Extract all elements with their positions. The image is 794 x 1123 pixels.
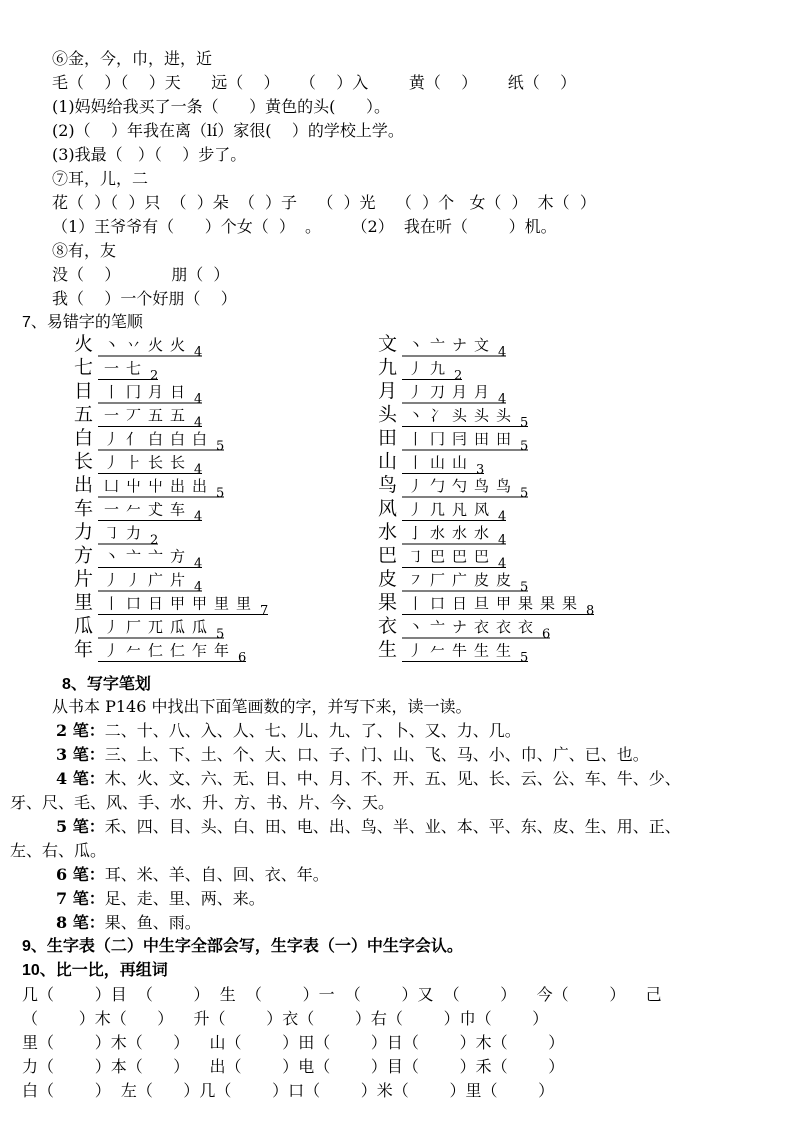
- stroke-step: 果: [562, 594, 578, 613]
- stroke-step: 亻: [126, 430, 142, 448]
- stroke-step: 方: [170, 547, 186, 566]
- stroke-row-label: 6 笔：: [56, 865, 105, 884]
- right-char: 巴: [378, 544, 398, 567]
- stroke-count: 4: [194, 462, 203, 478]
- stroke-step: 田: [496, 430, 512, 448]
- stroke-step: 水: [474, 524, 490, 542]
- right-char: 九: [378, 356, 398, 379]
- stroke-step: 甲: [170, 594, 186, 613]
- stroke-step: 头: [474, 406, 490, 425]
- stroke-step: 山: [452, 453, 468, 472]
- left-char: 日: [74, 380, 94, 402]
- stroke-row-4-cont: 牙、尺、毛、风、手、水、升、方、书、片、今、天。: [10, 793, 395, 812]
- stroke-row-label: 7 笔：: [56, 889, 105, 908]
- stroke-step: 月: [474, 383, 490, 401]
- left-char: 出: [74, 474, 94, 496]
- stroke-step: 水: [430, 524, 446, 542]
- stroke-count: 4: [498, 509, 507, 525]
- compare-row-2: （ ）木（ ） 升（ ）衣（ ）右（ ）巾（ ）: [22, 1009, 549, 1028]
- stroke-step: 鸟: [474, 477, 490, 495]
- group6-heading: ⑥金，今，巾，进，近: [52, 49, 213, 68]
- right-char: 文: [378, 333, 398, 355]
- stroke-row-text: 木、火、文、六、无、日、中、月、不、开、五、见、长、云、公、车、牛、少、: [104, 769, 681, 788]
- stroke-row-text: 禾、四、目、头、白、田、电、出、鸟、半、业、本、平、东、皮、生、用、正、: [104, 817, 681, 836]
- stroke-step: 生: [496, 641, 512, 660]
- stroke-step: 出: [192, 477, 208, 495]
- stroke-step: 片: [170, 571, 186, 589]
- stroke-step: 刀: [430, 383, 446, 401]
- stroke-row-label: 5 笔：: [56, 817, 105, 836]
- stroke-step: 生: [474, 641, 490, 660]
- stroke-row-text: 二、十、八、入、人、七、儿、九、了、卜、又、力、几。: [104, 721, 521, 740]
- stroke-step: 亠: [430, 336, 446, 354]
- stroke-step: 厂: [126, 618, 142, 636]
- stroke-step: 丿: [104, 430, 120, 448]
- stroke-step: 瓜: [170, 618, 186, 636]
- stroke-step: 里: [214, 594, 230, 613]
- stroke-step: ⺊: [126, 453, 142, 472]
- group8-heading: ⑧有，友: [52, 241, 117, 260]
- right-char: 果: [378, 591, 398, 614]
- stroke-step: 旦: [474, 594, 490, 613]
- stroke-row-label: 8 笔：: [56, 913, 105, 932]
- stroke-count: 4: [194, 392, 203, 407]
- stroke-step: 亠: [430, 618, 446, 636]
- left-char: 七: [74, 356, 94, 379]
- stroke-step: 几: [430, 500, 446, 519]
- stroke-step: 月: [452, 383, 468, 401]
- stroke-step: 车: [170, 500, 186, 519]
- left-char: 白: [74, 427, 94, 449]
- stroke-step: 广: [148, 571, 164, 589]
- stroke-step: 火: [148, 336, 164, 354]
- stroke-row-5: [56, 816, 681, 838]
- stroke-count: 2: [150, 533, 159, 548]
- left-char: 五: [74, 403, 94, 426]
- stroke-step: 五: [148, 406, 164, 425]
- stroke-count: 6: [238, 650, 247, 666]
- stroke-step: 日: [452, 594, 468, 613]
- right-char: 鸟: [378, 474, 398, 496]
- stroke-step: 𠂉: [126, 641, 142, 660]
- left-char: 瓜: [74, 615, 94, 637]
- stroke-step: 丶: [408, 336, 424, 354]
- stroke-step: 广: [452, 571, 468, 589]
- stroke-step: 丿: [408, 359, 424, 378]
- stroke-step: 衣: [474, 618, 490, 636]
- compare-row-3: 里（ ）木（ ） 山（ ）田（ ）日（ ）木（ ）: [22, 1033, 565, 1052]
- stroke-count: 5: [520, 486, 529, 501]
- section9-title: 9、生字表（二）中生字全部会写，生字表（一）中生字会认。: [22, 938, 463, 955]
- stroke-step: 山: [430, 453, 446, 472]
- right-char: 风: [378, 497, 398, 520]
- right-char: 衣: [378, 615, 398, 637]
- left-char: 片: [74, 568, 94, 590]
- stroke-step: 丨: [104, 383, 120, 401]
- stroke-step: 勹: [430, 477, 446, 495]
- stroke-step: 丨: [104, 594, 120, 613]
- right-char: 水: [378, 521, 398, 543]
- stroke-step: 出: [170, 477, 186, 495]
- stroke-row-7: [56, 888, 265, 910]
- stroke-step: 长: [148, 453, 164, 472]
- stroke-step: 丶: [104, 547, 120, 566]
- left-char: 年: [74, 638, 94, 661]
- right-char: 皮: [378, 568, 398, 590]
- section7-title: 7、易错字的笔顺: [22, 314, 143, 331]
- stroke-count: 5: [216, 627, 225, 642]
- stroke-count: 5: [216, 486, 225, 501]
- section8-title: 8、写字笔划: [62, 676, 151, 693]
- stroke-step: 月: [148, 383, 164, 401]
- left-char: 火: [74, 333, 94, 355]
- stroke-step: 丿: [126, 571, 142, 589]
- stroke-step: 凡: [452, 500, 468, 519]
- stroke-count: 4: [194, 509, 203, 525]
- stroke-count: 6: [542, 627, 551, 642]
- right-char: 头: [378, 403, 398, 426]
- stroke-step: 兀: [148, 618, 164, 636]
- right-char: 田: [378, 427, 398, 449]
- compare-row-5: 白（ ） 左（ ）几（ ）口（ ）米（ ）里（ ）: [22, 1081, 555, 1100]
- stroke-step: 丿: [104, 571, 120, 589]
- stroke-step: 七: [126, 359, 142, 378]
- stroke-step: 火: [170, 336, 186, 354]
- group7-heading: ⑦耳，儿，二: [52, 169, 149, 188]
- stroke-count: 5: [520, 580, 529, 595]
- stroke-step: 勺: [452, 477, 468, 495]
- stroke-step: 甲: [496, 594, 512, 613]
- stroke-count: 5: [520, 439, 529, 454]
- stroke-step: 乍: [192, 641, 208, 660]
- stroke-step: 丿: [104, 618, 120, 636]
- stroke-count: 4: [194, 580, 203, 595]
- stroke-step: 巴: [474, 547, 490, 566]
- stroke-row-2: [56, 720, 521, 742]
- stroke-step: 鸟: [496, 477, 512, 495]
- right-char: 生: [378, 638, 398, 661]
- stroke-step: 屮: [148, 477, 164, 495]
- stroke-count: 8: [586, 603, 595, 619]
- stroke-step: 丷: [126, 336, 142, 354]
- stroke-row-text: 耳、米、羊、自、回、衣、年。: [104, 865, 329, 884]
- left-char: 里: [74, 591, 94, 614]
- section10-title: 10、比一比，再组词: [22, 962, 168, 979]
- stroke-step: 丨: [408, 594, 424, 613]
- stroke-row-4: [56, 768, 681, 790]
- stroke-row-8: [56, 912, 201, 934]
- stroke-row-text: 三、上、下、土、个、大、口、子、门、山、飞、马、小、巾、广、已、也。: [104, 745, 649, 764]
- group7-fill-row: 花（ ）（ ）只 （ ）朵 （ ）子 （ ）光 （ ）个 女（ ） 木（ ）: [52, 193, 596, 212]
- stroke-step: 头: [452, 406, 468, 425]
- stroke-step: 皮: [474, 571, 490, 589]
- stroke-step: 日: [170, 383, 186, 401]
- stroke-step: 凵: [104, 477, 120, 495]
- group6-fill-row: 毛（ ）（ ）天 远（ ） （ ）入 黄（ ） 纸（ ）: [52, 73, 577, 92]
- stroke-step: 巴: [452, 547, 468, 566]
- stroke-step: 田: [474, 430, 490, 448]
- stroke-step: ナ: [452, 336, 468, 354]
- stroke-step: ㇆: [104, 524, 120, 542]
- stroke-step: 丿: [408, 500, 424, 519]
- stroke-step: 一: [104, 406, 120, 425]
- stroke-count: 3: [476, 462, 485, 478]
- stroke-step: 丶: [408, 406, 424, 425]
- stroke-step: 𠀋: [148, 500, 164, 519]
- stroke-row-text: 足、走、里、两、来。: [104, 889, 265, 908]
- stroke-step: 巴: [430, 547, 446, 566]
- group6-sentence-1: (1)妈妈给我买了一条（ ）黄色的头( ）。: [52, 97, 390, 116]
- stroke-step: 丆: [126, 406, 142, 425]
- stroke-count: 4: [498, 392, 507, 407]
- stroke-step: 冂: [126, 383, 142, 401]
- left-char: 力: [74, 521, 94, 543]
- stroke-step: 仁: [170, 641, 186, 660]
- stroke-row-6: [56, 864, 329, 886]
- stroke-step: 水: [452, 524, 468, 542]
- stroke-step: 一: [104, 500, 120, 519]
- stroke-step: ㇆: [408, 547, 424, 566]
- stroke-count: 2: [454, 368, 463, 384]
- stroke-step: 长: [170, 453, 186, 472]
- stroke-row-5-cont: 左、右、瓜。: [10, 841, 107, 860]
- stroke-count: 5: [520, 415, 529, 431]
- stroke-step: 丿: [104, 641, 120, 660]
- right-char: 山: [378, 450, 398, 473]
- right-char: 月: [378, 380, 398, 402]
- left-char: 车: [74, 497, 94, 520]
- stroke-step: 𠂉: [126, 500, 142, 519]
- compare-row-1: 几（ ）目 （ ） 生 （ ）一 （ ）又 （ ） 今（ ） 己: [22, 985, 662, 1004]
- left-char: 方: [74, 544, 94, 567]
- stroke-step: 果: [518, 594, 534, 613]
- stroke-step: 头: [496, 406, 512, 425]
- stroke-step: 白: [148, 430, 164, 448]
- stroke-row-label: 4 笔：: [56, 769, 105, 788]
- stroke-step: 𠂉: [430, 641, 446, 660]
- group8-fill-2: 我（ ）一个好朋（ ）: [52, 289, 237, 308]
- stroke-count: 4: [194, 415, 203, 431]
- stroke-step: 丿: [408, 641, 424, 660]
- stroke-count: 7: [260, 603, 269, 619]
- stroke-count: 5: [216, 439, 225, 454]
- stroke-step: 亠: [148, 547, 164, 566]
- stroke-step: 亠: [126, 547, 142, 566]
- stroke-step: ナ: [452, 618, 468, 636]
- stroke-step: 亅: [408, 524, 424, 542]
- stroke-row-text: 果、鱼、雨。: [104, 913, 201, 932]
- stroke-row-label: 2 笔：: [56, 721, 105, 740]
- stroke-count: 4: [194, 556, 203, 572]
- stroke-step: 九: [430, 359, 446, 378]
- group7-sentence-1: （1）王爷爷有（ ）个女（ ） 。 （2） 我在听（ ）机。: [52, 217, 557, 236]
- stroke-row-3: [56, 744, 649, 766]
- stroke-step: 皮: [496, 571, 512, 589]
- stroke-count: 4: [194, 345, 203, 360]
- section8-intro: 从书本 P146 中找出下面笔画数的字，并写下来，读一读。: [52, 697, 472, 716]
- stroke-step: 风: [474, 500, 490, 519]
- group6-sentence-2: (2)（ ）年我在离（lí）家很( ）的学校上学。: [52, 121, 404, 140]
- group6-sentence-3: (3)我最（ ）（ ）步了。: [52, 145, 247, 164]
- stroke-step: 口: [126, 594, 142, 613]
- stroke-step: 口: [430, 594, 446, 613]
- stroke-step: 丨: [408, 453, 424, 472]
- stroke-step: 日: [148, 594, 164, 613]
- stroke-step: 年: [214, 641, 230, 660]
- stroke-step: 甲: [192, 594, 208, 613]
- stroke-step: 丶: [104, 336, 120, 354]
- stroke-step: 文: [474, 336, 490, 354]
- left-char: 长: [74, 450, 94, 473]
- stroke-step: 厂: [430, 571, 446, 589]
- stroke-step: 果: [540, 594, 556, 613]
- stroke-count: 2: [150, 368, 159, 384]
- stroke-step: 仁: [148, 641, 164, 660]
- stroke-step: ㇇: [408, 571, 424, 589]
- group8-fill-1: 没（ ） 朋（ ）: [52, 265, 230, 284]
- stroke-step: 里: [236, 594, 252, 613]
- stroke-count: 5: [520, 650, 529, 666]
- stroke-step: 屮: [126, 477, 142, 495]
- stroke-step: 丿: [408, 477, 424, 495]
- stroke-step: 衣: [518, 618, 534, 636]
- stroke-step: 丿: [408, 383, 424, 401]
- compare-row-4: 力（ ）本（ ） 出（ ）电（ ）目（ ）禾（ ）: [22, 1057, 565, 1076]
- stroke-step: 白: [170, 430, 186, 448]
- stroke-step: 力: [126, 524, 142, 542]
- stroke-step: 五: [170, 406, 186, 425]
- stroke-step: 衣: [496, 618, 512, 636]
- stroke-step: 丶: [408, 618, 424, 636]
- stroke-step: 白: [192, 430, 208, 448]
- stroke-step: 冂: [430, 430, 446, 448]
- stroke-step: 丿: [104, 453, 120, 472]
- stroke-count: 4: [498, 556, 507, 572]
- stroke-row-label: 3 笔：: [56, 745, 105, 764]
- stroke-step: 冃: [452, 430, 468, 448]
- stroke-step: 瓜: [192, 618, 208, 636]
- stroke-step: 丨: [408, 430, 424, 448]
- stroke-step: 牛: [452, 641, 468, 660]
- stroke-step: 冫: [430, 406, 446, 425]
- stroke-step: 一: [104, 359, 120, 378]
- stroke-count: 4: [498, 533, 507, 548]
- stroke-count: 4: [498, 345, 507, 360]
